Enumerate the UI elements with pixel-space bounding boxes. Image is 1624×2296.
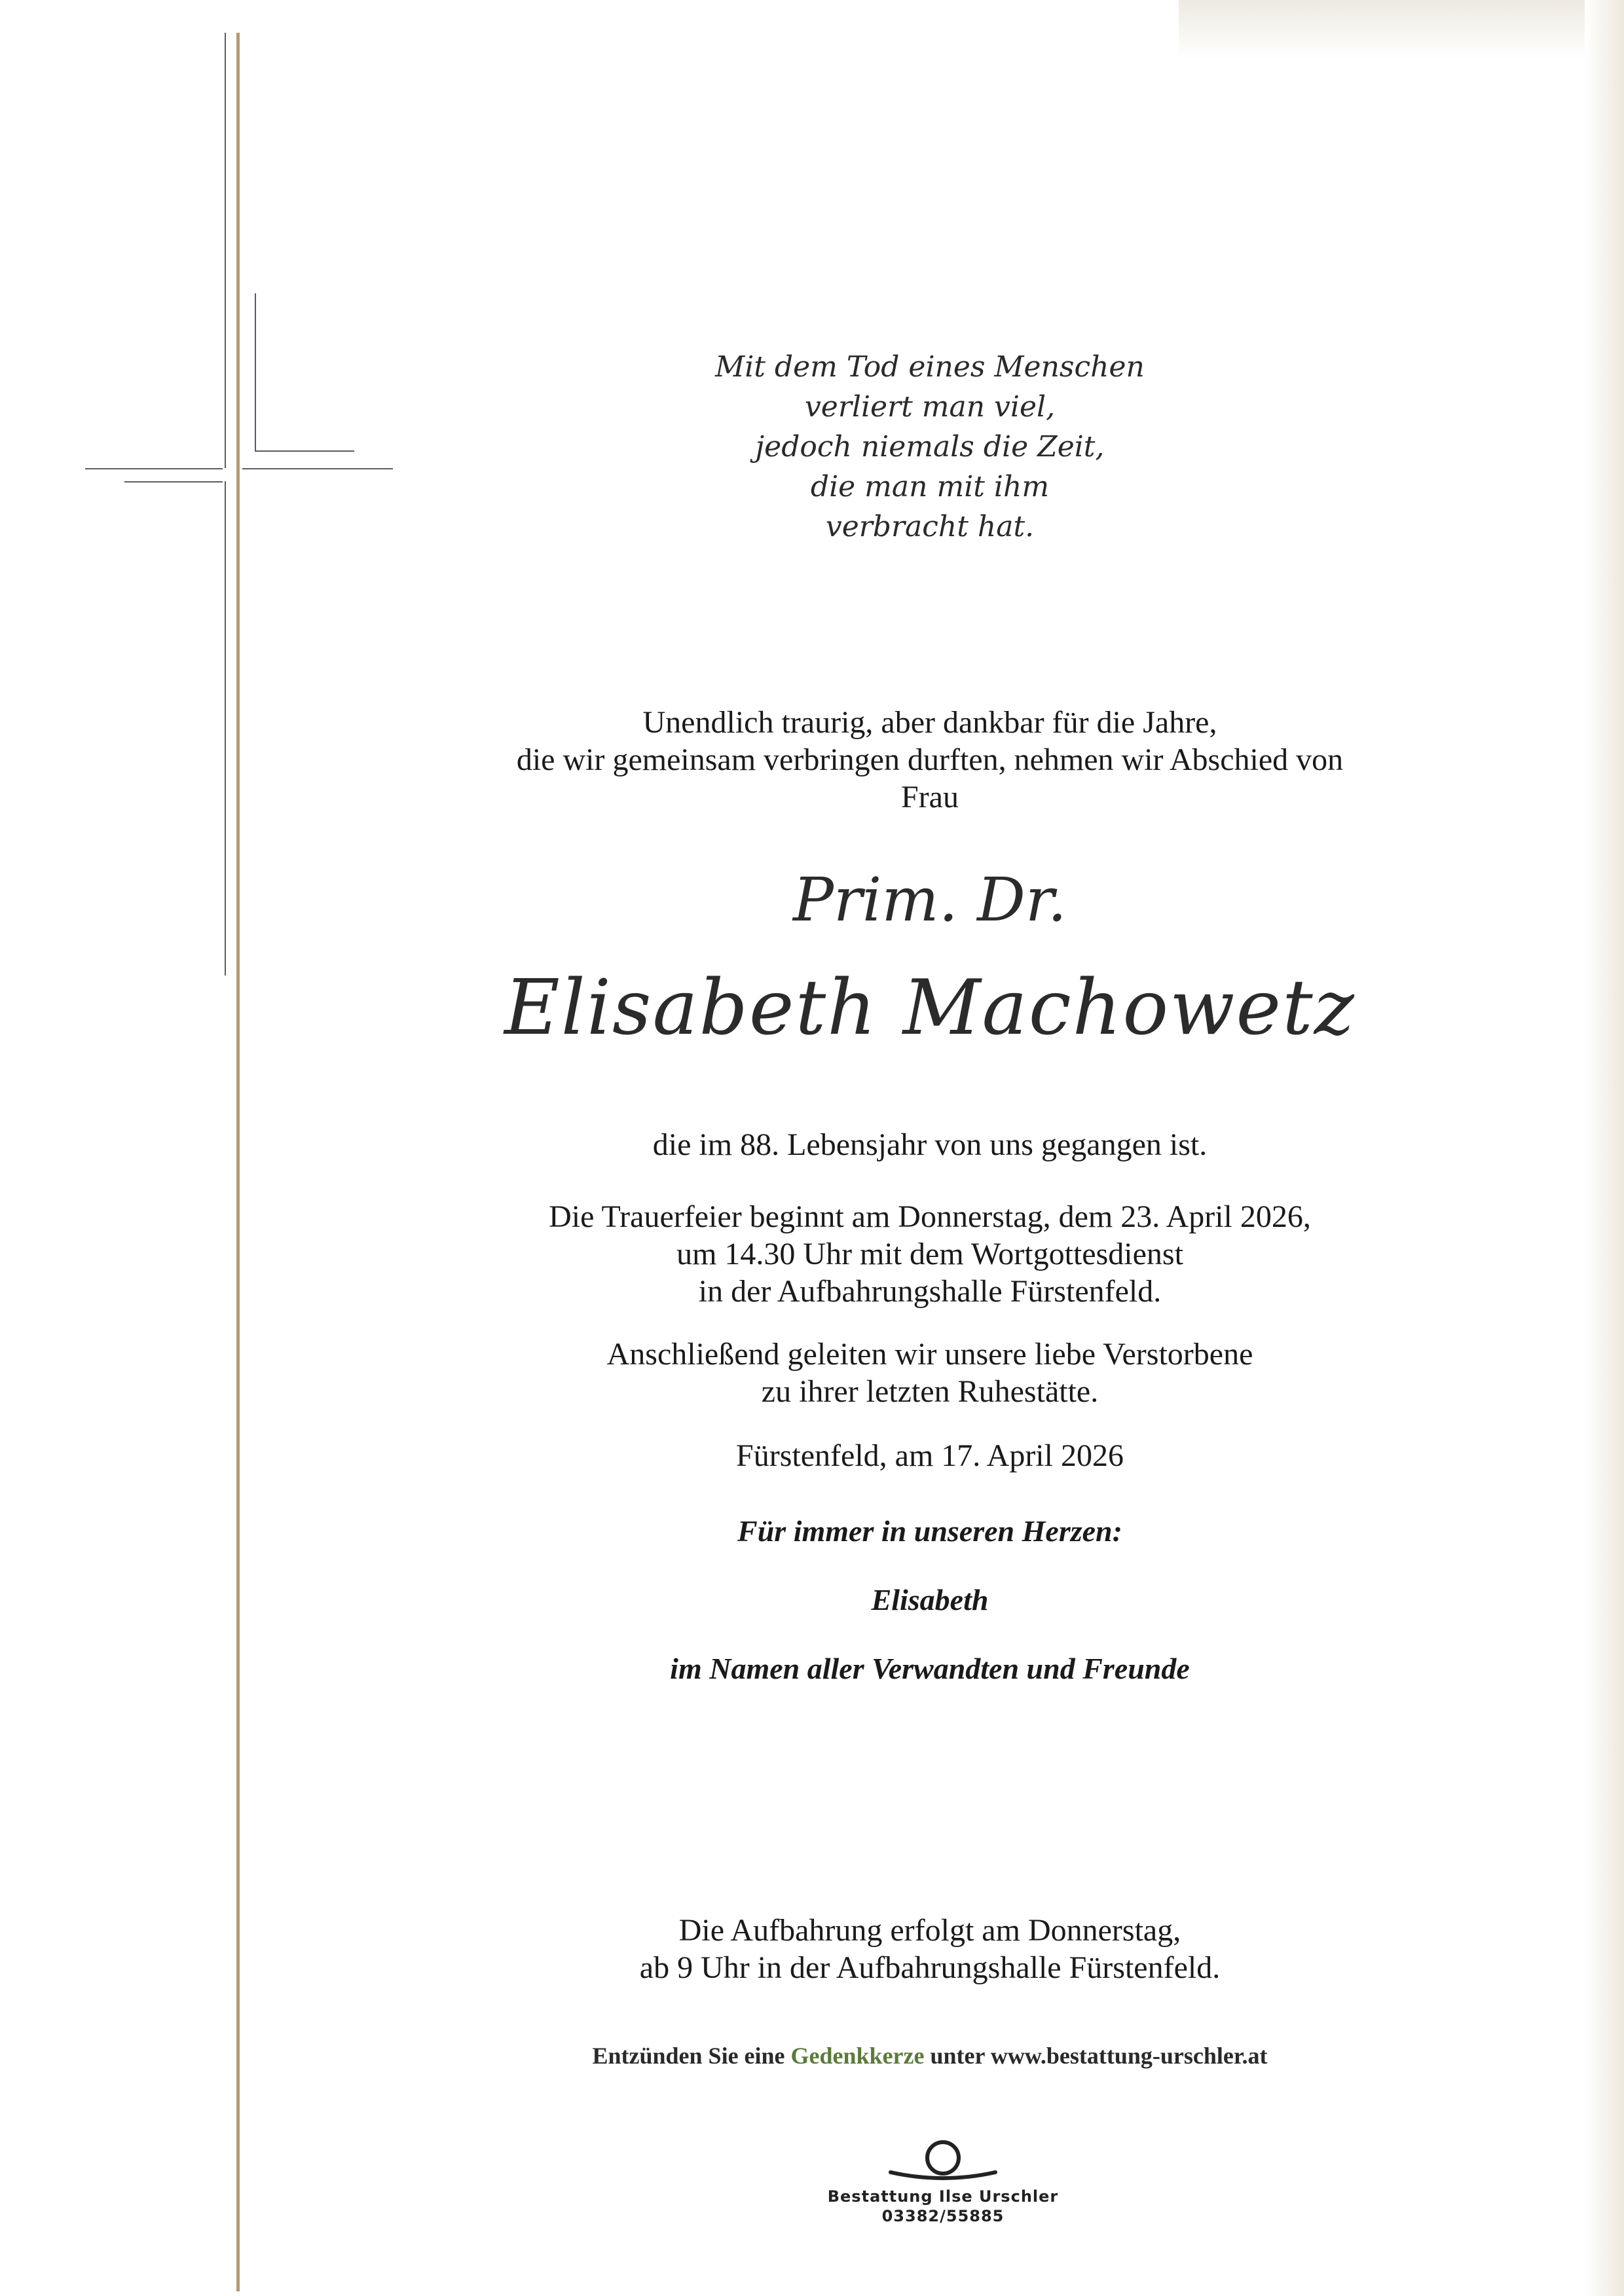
funeral-home-emblem-icon [871,2134,1015,2187]
quote-line: jedoch niemals die Zeit, [755,430,1105,464]
funeral-home-phone: 03382/55885 [881,2207,1005,2225]
burial-line: zu ihrer letzten Ruhestätte. [761,1374,1099,1409]
memorial-candle-notice [406,2039,1454,2072]
cross-vertical-upper-left-line [225,33,226,468]
candle-url-text[interactable]: unter www.bestattung-urschler.at [924,2043,1268,2069]
quote-line: verbracht hat. [825,510,1035,543]
cross-vertical-gold-line [236,33,240,2291]
cross-vertical-right-line [255,293,256,450]
paper-shadow-right [1585,0,1624,2296]
cross-horizontal-left-upper-line [85,468,223,469]
viewing-line: ab 9 Uhr in der Aufbahrungshalle Fürstenfeld. [639,1950,1221,1985]
farewell-intro [406,704,1454,816]
viewing-line: Die Aufbahrung erfolgt am Donnerstag, [678,1913,1181,1948]
funeral-home-name: Bestattung Ilse Urschler [827,2187,1059,2206]
quote-line: verliert man viel, [804,390,1056,424]
ceremony-line: Die Trauerfeier beginnt am Donnerstag, dem 23. April 2026, [549,1199,1311,1234]
funeral-home-logo [812,2134,1074,2226]
intro-line: Frau [901,780,959,814]
ceremony-details [406,1198,1454,1310]
mourners-family: im Namen aller Verwandten und Freunde [670,1652,1190,1685]
ceremony-line: um 14.30 Uhr mit dem Wortgottesdienst [676,1237,1183,1271]
cross-vertical-lower-left-line [225,481,226,975]
cross-horizontal-right-upper-line [255,450,354,452]
place-date: Fürstenfeld, am 17. April 2026 [736,1438,1124,1473]
memorial-quote [406,347,1454,547]
deceased-title: Prim. Dr. [793,865,1067,935]
quote-line: Mit dem Tod eines Menschen [715,350,1145,384]
mourners-heading: Für immer in unseren Herzen: [737,1514,1122,1548]
candle-prefix: Entzünden Sie eine [592,2043,791,2069]
burial-details [406,1336,1454,1410]
cross-horizontal-left-lower-line [124,481,223,483]
burial-line: Anschließend geleiten wir unsere liebe Verstorbene [606,1337,1253,1372]
mourner-name: Elisabeth [871,1583,989,1616]
deceased-name: Elisabeth Machowetz [504,964,1356,1052]
viewing-details [406,1912,1454,1986]
ceremony-line: in der Aufbahrungshalle Fürstenfeld. [698,1274,1162,1309]
quote-line: die man mit ihm [810,470,1050,503]
intro-line: Unendlich traurig, aber dankbar für die Jahre, [642,705,1217,740]
candle-highlight: Gedenkkerze [790,2043,925,2069]
cross-horizontal-right-lower-line [242,468,393,469]
paper-shadow-top [1179,0,1624,59]
age-line: die im 88. Lebensjahr von uns gegangen ist. [652,1127,1208,1162]
intro-line: die wir gemeinsam verbringen durften, nehmen wir Abschied von [516,742,1344,777]
